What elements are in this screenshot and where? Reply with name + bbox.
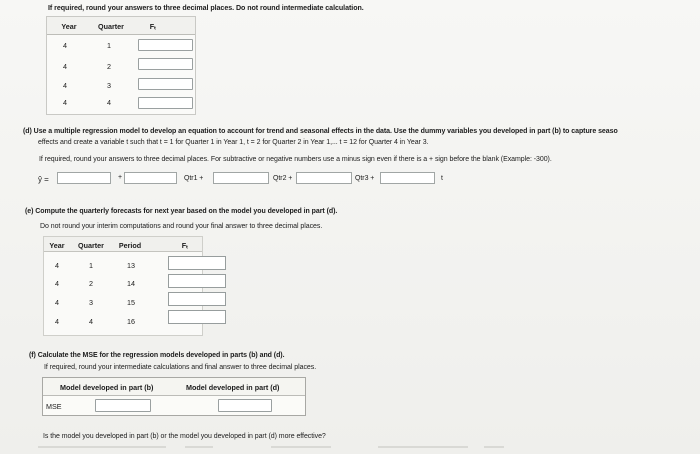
mse-input-d[interactable] xyxy=(218,399,272,412)
table-cell: 3 xyxy=(89,298,93,307)
table-cell: 4 xyxy=(55,279,59,288)
mse-table xyxy=(42,377,306,416)
header-ft: Fₜ xyxy=(149,22,157,31)
ft-input-q3[interactable] xyxy=(138,78,193,90)
cut-off-option-line xyxy=(378,446,468,448)
qtr1-input[interactable] xyxy=(124,172,177,184)
intercept-input[interactable] xyxy=(57,172,111,184)
table-cell: 16 xyxy=(127,317,135,326)
part-e-title: (e) Compute the quarterly forecasts for next year based on the model you developed in part (d). xyxy=(25,208,338,215)
qtr2-input[interactable] xyxy=(213,172,269,184)
table-cell: 3 xyxy=(107,81,111,90)
header-quarter: Quarter xyxy=(98,22,124,31)
header-model-b: Model developed in part (b) xyxy=(60,383,154,392)
table-cell: 4 xyxy=(89,317,93,326)
cut-off-option-line xyxy=(38,446,166,448)
t-coefficient-input[interactable] xyxy=(380,172,435,184)
table-cell: 13 xyxy=(127,261,135,270)
forecast-input-q3[interactable] xyxy=(168,292,226,306)
table-cell: 2 xyxy=(107,62,111,71)
forecast-input-q1[interactable] xyxy=(168,256,226,270)
table-cell: 4 xyxy=(107,98,111,107)
table-cell: 4 xyxy=(55,261,59,270)
table-cell: 14 xyxy=(127,279,135,288)
table-cell: 4 xyxy=(55,298,59,307)
bottom-question: Is the model you developed in part (b) or the model you developed in part (d) more effective? xyxy=(43,433,326,440)
header-ft: Fₜ xyxy=(181,241,189,250)
header-quarter: Quarter xyxy=(78,241,104,250)
t-label: t xyxy=(441,175,443,182)
yhat-label: ŷ = xyxy=(38,175,49,184)
qtr3-input[interactable] xyxy=(296,172,352,184)
ft-input-q1[interactable] xyxy=(138,39,193,51)
table-cell: 4 xyxy=(63,41,67,50)
ft-input-q2[interactable] xyxy=(138,58,193,70)
part-d-line3: If required, round your answers to three decimal places. For subtractive or negative numbers use a minus sign even if there is a + sign before the blank (Example: -300). xyxy=(39,156,552,163)
part-f-line2: If required, round your intermediate calculations and final answer to three decimal places. xyxy=(44,364,317,371)
header-model-d: Model developed in part (d) xyxy=(186,383,280,392)
cut-off-option-line xyxy=(484,446,504,448)
qtr2-label: Qtr2 + xyxy=(273,175,293,182)
plus-sign: + xyxy=(118,174,123,181)
header-year: Year xyxy=(61,22,77,31)
table-cell: 4 xyxy=(63,81,67,90)
forecast-table xyxy=(43,236,203,336)
table-cell: 15 xyxy=(127,298,135,307)
cut-off-option-line xyxy=(185,446,213,448)
mse-row-label: MSE xyxy=(46,402,62,411)
table-cell: 4 xyxy=(55,317,59,326)
mse-input-b[interactable] xyxy=(95,399,151,412)
top-table xyxy=(46,16,196,115)
qtr3-label: Qtr3 + xyxy=(355,175,375,182)
header-period: Period xyxy=(118,241,142,250)
part-f-title: (f) Calculate the MSE for the regression models developed in parts (b) and (d). xyxy=(29,352,285,359)
table-cell: 4 xyxy=(63,62,67,71)
table-cell: 1 xyxy=(89,261,93,270)
qtr1-label: Qtr1 + xyxy=(184,175,204,182)
table-cell: 2 xyxy=(89,279,93,288)
cut-off-option-line xyxy=(271,446,331,448)
ft-input-q4[interactable] xyxy=(138,97,193,109)
table-cell: 4 xyxy=(63,98,67,107)
forecast-input-q4[interactable] xyxy=(168,310,226,324)
table-cell: 1 xyxy=(107,41,111,50)
part-d-line2: effects and create a variable t such that t = 1 for Quarter 1 in Year 1, t = 2 for Quarter 2 in Year 1,... t = 12 for Quarter 4 in Year 3. xyxy=(38,139,429,146)
header-year: Year xyxy=(49,241,65,250)
part-d-title: (d) Use a multiple regression model to develop an equation to account for trend and seasonal effects in the data. Use the dummy variables you developed in part (b) to capture seaso xyxy=(23,128,618,135)
part-e-line2: Do not round your interim computations and round your final answer to three decimal places. xyxy=(40,223,323,230)
forecast-input-q2[interactable] xyxy=(168,274,226,288)
top-instruction: If required, round your answers to three decimal places. Do not round intermediate calculation. xyxy=(48,4,364,12)
